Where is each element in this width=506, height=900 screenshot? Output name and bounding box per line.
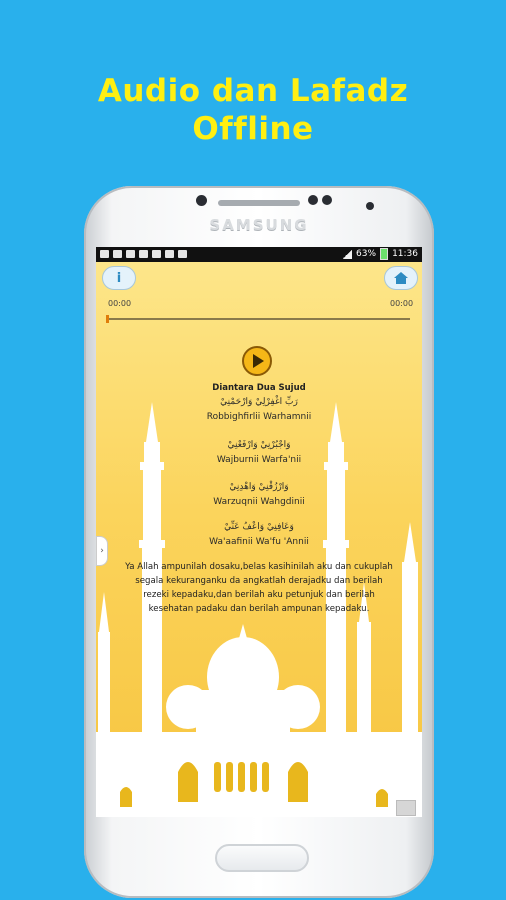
total-time: 00:00 <box>390 299 414 308</box>
notification-icon <box>178 250 187 258</box>
seek-thumb[interactable] <box>106 315 109 323</box>
seek-bar[interactable] <box>106 315 410 323</box>
headline-line-2: Offline <box>192 111 314 147</box>
side-drawer-tab[interactable] <box>96 536 108 566</box>
arabic-line-1: رَبِّ اغْفِرْلِيْ وَارْحَمْنِيْ <box>220 397 298 407</box>
sensor-icon <box>308 195 318 205</box>
image-icon <box>126 250 135 258</box>
info-icon: i <box>116 270 122 286</box>
sensor-icon <box>366 202 374 210</box>
headline-line-1: Audio dan Lafadz <box>97 73 409 109</box>
promo-headline <box>0 72 506 148</box>
doa-title: Diantara Dua Sujud <box>212 383 306 393</box>
signal-icon <box>342 250 352 259</box>
seek-track <box>106 318 410 320</box>
app-screen <box>96 247 422 817</box>
info-button[interactable] <box>102 266 136 290</box>
latin-line-1: Robbighfirlii Warhamnii <box>206 412 312 422</box>
front-camera-icon <box>196 195 207 206</box>
phone-brand: SAMSUNG <box>209 216 309 234</box>
notification-icon <box>139 250 148 258</box>
notification-icon <box>165 250 174 258</box>
arabic-line-4: وَعَافِنِيْ وَاعْفُ عَنِّيْ <box>224 522 294 532</box>
home-button[interactable] <box>215 844 309 872</box>
play-icon <box>252 354 264 368</box>
current-time: 00:00 <box>108 299 132 308</box>
home-button[interactable] <box>384 266 418 290</box>
battery-icon <box>380 248 388 260</box>
latin-line-3: Warzuqnii Wahgdinii <box>213 497 305 507</box>
battery-percent: 63% <box>356 249 377 259</box>
home-icon <box>393 271 409 285</box>
doa-content <box>96 262 422 817</box>
clock: 11:36 <box>392 249 418 259</box>
phone-speaker <box>218 200 300 206</box>
play-button[interactable] <box>242 346 272 376</box>
status-bar <box>96 247 422 262</box>
notification-icon <box>100 250 109 258</box>
arabic-line-3: وَارْزُقْنِيْ وَاهْدِنِيْ <box>229 482 289 492</box>
notification-icon <box>113 250 122 258</box>
keyboard-icon[interactable] <box>396 800 416 816</box>
chevron-right-icon: › <box>100 546 104 556</box>
sensor-icon <box>322 195 332 205</box>
arabic-line-2: وَاجْبُرْنِيْ وَارْفَعْنِيْ <box>227 440 291 450</box>
latin-line-4: Wa'aafinii Wa'fu 'Annii <box>209 537 309 547</box>
doa-meaning: Ya Allah ampunilah dosaku,belas kasihinilah aku dan cukuplah segala kekuranganku da angkatlah derajadku dan berilah rezeki kepadaku,dan berilah aku petunjuk dan berilah kesehatan padaku dan berilah ampunan kepadaku. <box>125 562 393 614</box>
notification-icon <box>152 250 161 258</box>
latin-line-2: Wajburnii Warfa'nii <box>216 455 302 465</box>
